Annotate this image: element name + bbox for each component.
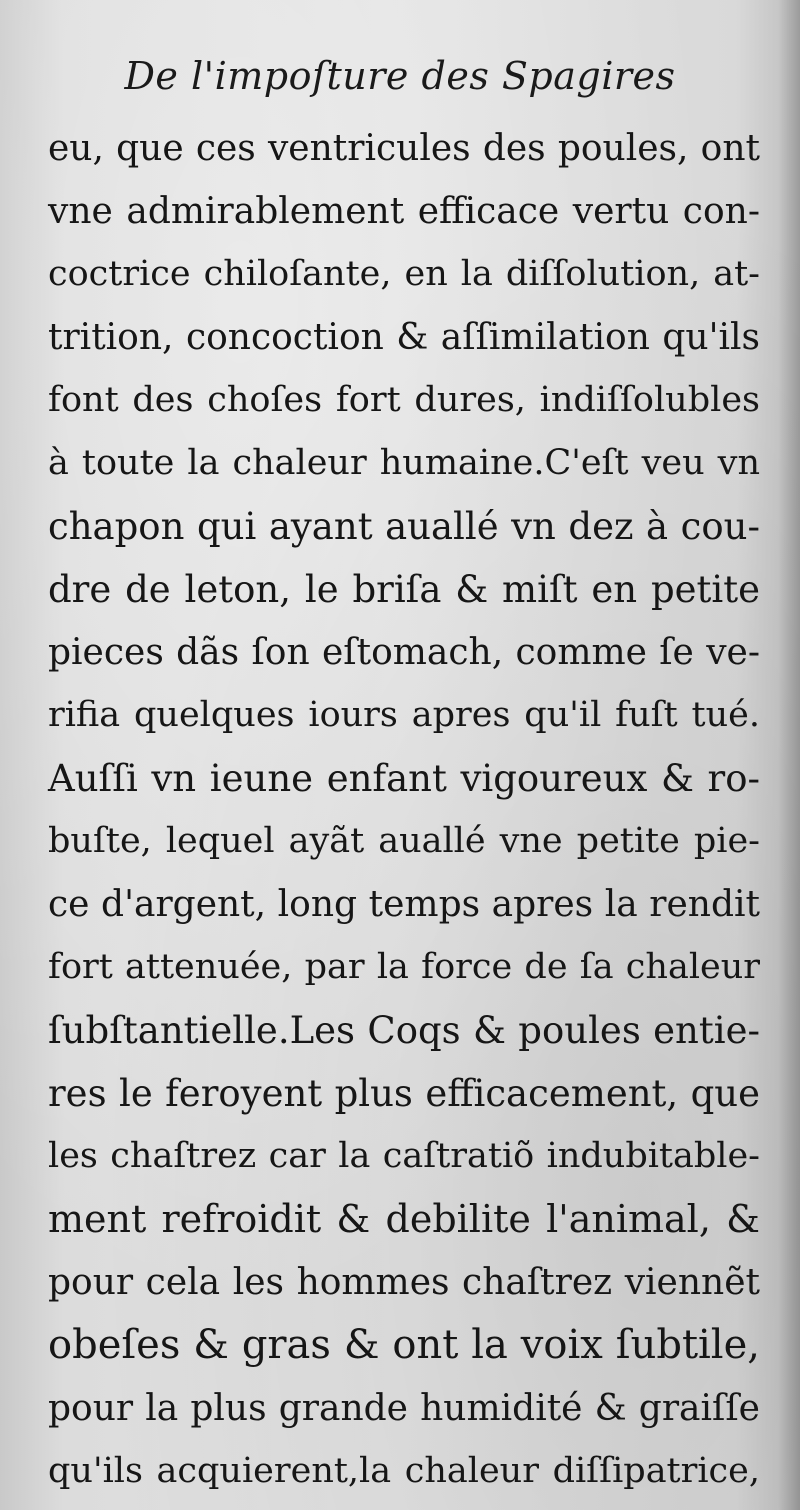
text-line: obeſes & gras & ont la voix ſubtile, [48,1322,760,1368]
text-line: qu'ils acquierent,la chaleur diſſipatrice, [48,1451,760,1491]
text-line: buſte, lequel ayãt auallé vne petite pie- [48,821,760,861]
text-line: rifia quelques iours apres qu'il fuſt tué. [48,695,760,735]
text-line: dre de leton, le briſa & miſt en petite [48,568,760,611]
text-line: font des choſes fort dures, indiſſolubles [48,380,760,420]
text-line: eu, que ces ventricules des poules, ont [48,128,760,169]
body-text [48,117,760,1503]
text-line: ce d'argent, long temps apres la rendit [48,884,760,925]
text-line: ment refroidit & debilite l'animal, & [48,1197,760,1241]
text-line: vne admirablement efficace vertu con- [48,191,760,232]
text-line: chapon qui ayant auallé vn dez à cou- [48,505,760,548]
text-line: les chaſtrez car la caſtratiõ indubitable- [48,1136,760,1176]
running-head: De l'impoſture des Spagires [124,54,676,98]
text-line: pour cela les hommes chaſtrez viennẽt [48,1262,760,1303]
text-line: trition, concoction & aſſimilation qu'ils [48,317,760,358]
text-line: à toute la chaleur humaine.C'eſt veu vn [48,443,760,483]
text-line: res le feroyent plus efficacement, que [48,1072,760,1115]
text-line: pieces dãs ſon eſtomach, comme ſe ve- [48,632,760,673]
text-line: pour la plus grande humidité & graiſſe [48,1388,760,1429]
text-line: fort attenuée, par la force de ſa chaleur [48,947,760,987]
page-gutter-shadow [778,0,800,1510]
text-line: coctrice chiloſante, en la diſſolution, at- [48,254,760,294]
text-line: Auſſi vn ieune enfant vigoureux & ro- [48,757,760,800]
text-line: ſubſtantielle.Les Coqs & poules entie- [48,1009,760,1052]
